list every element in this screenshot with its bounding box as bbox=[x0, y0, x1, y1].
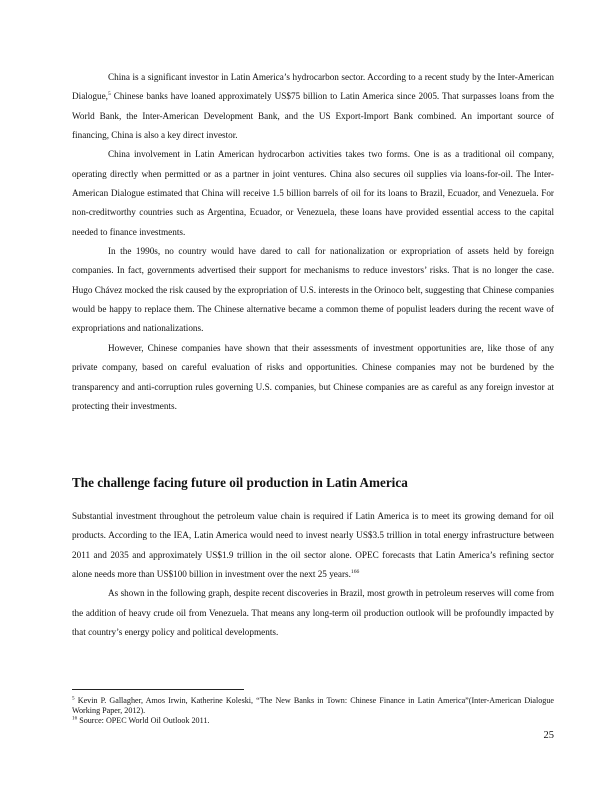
body-text-top bbox=[72, 68, 554, 416]
page-number: 25 bbox=[543, 730, 554, 741]
paragraph: China involvement in Latin American hydrocarbon activities takes two forms. One is as a traditional oil company, operating directly when permitted or as a partner in joint ventures. China also secures oil supplies via loans-for-oil. The Inter-American Dialogue estimated that China will receive 1.5 billion barrels of oil for its loans to Brazil, Ecuador, and Venezuela. For non-creditworthy countries such as Argentina, Ecuador, or Venezuela, these loans have provided essential access to the capital needed to finance investments. bbox=[72, 149, 554, 237]
footnotes bbox=[72, 696, 554, 725]
paragraph: As shown in the following graph, despite recent discoveries in Brazil, most growth in petroleum reserves will come from the addition of heavy crude oil from Venezuela. That means any long-term oil production outlook will be profoundly impacted by that country’s energy policy and political developments. bbox=[72, 588, 554, 638]
footnote-separator bbox=[72, 689, 244, 690]
footnote-reference: 166 bbox=[350, 568, 360, 575]
footnote-marker: 5 bbox=[72, 695, 75, 702]
paragraph: In the 1990s, no country would have dared to call for nationalization or expropriation of assets held by foreign companies. In fact, governments advertised their support for mechanisms to reduce investors’ risks. That is no longer the case. Hugo Chávez mocked the risk caused by the expropriation of U.S. interests in the Orinoco belt, suggesting that Chinese companies would be happy to replace them. The Chinese alternative became a common theme of populist leaders during the recent wave of expropriations and nationalizations. bbox=[72, 246, 554, 334]
footnote: $^{16}$ Source: OPEC World Oil Outlook 2011. bbox=[72, 714, 210, 725]
footnote-marker: 16 bbox=[72, 714, 78, 721]
body-text-bottom bbox=[72, 507, 554, 642]
paragraph: China is a significant investor in Latin America’s hydrocarbon sector. According to a recent study by the Inter-American Dialogue,$^5$ Chinese banks have loaned approximately US$75 billion to Latin America since 2005. That surpasses loans from the World Bank, the Inter-American Development Bank, and the US Export-Import Bank combined. An important source of financing, China is also a key direct investor. bbox=[72, 72, 554, 141]
footnote: $^5$ Kevin P. Gallagher, Amos Irwin, Katherine Koleski, “The New Banks in Town: Chinese Finance in Latin America”(Inter-American Dialogue Working Paper, 2012). bbox=[72, 695, 554, 715]
paragraph: However, Chinese companies have shown that their assessments of investment opportunities are, like those of any private company, based on careful evaluation of risks and opportunities. Chinese companies may not be burdened by the transparency and anti-corruption rules governing U.S. companies, but Chinese companies are as careful as any foreign investor at protecting their investments. bbox=[72, 342, 554, 411]
footnote-reference: 5 bbox=[107, 91, 111, 98]
paragraph: Substantial investment throughout the petroleum value chain is required if Latin America is to meet its growing demand for oil products. According to the IEA, Latin America would need to invest nearly US$3.5 trillion in total energy infrastructure between 2011 and 2035 and approximately US$1.9 trillion in the oil sector alone. OPEC forecasts that Latin America’s refining sector alone needs more than US$100 billion in investment over the next 25 years.$^{166}$ bbox=[72, 511, 554, 580]
section-heading: The challenge facing future oil production in Latin America bbox=[72, 475, 408, 490]
